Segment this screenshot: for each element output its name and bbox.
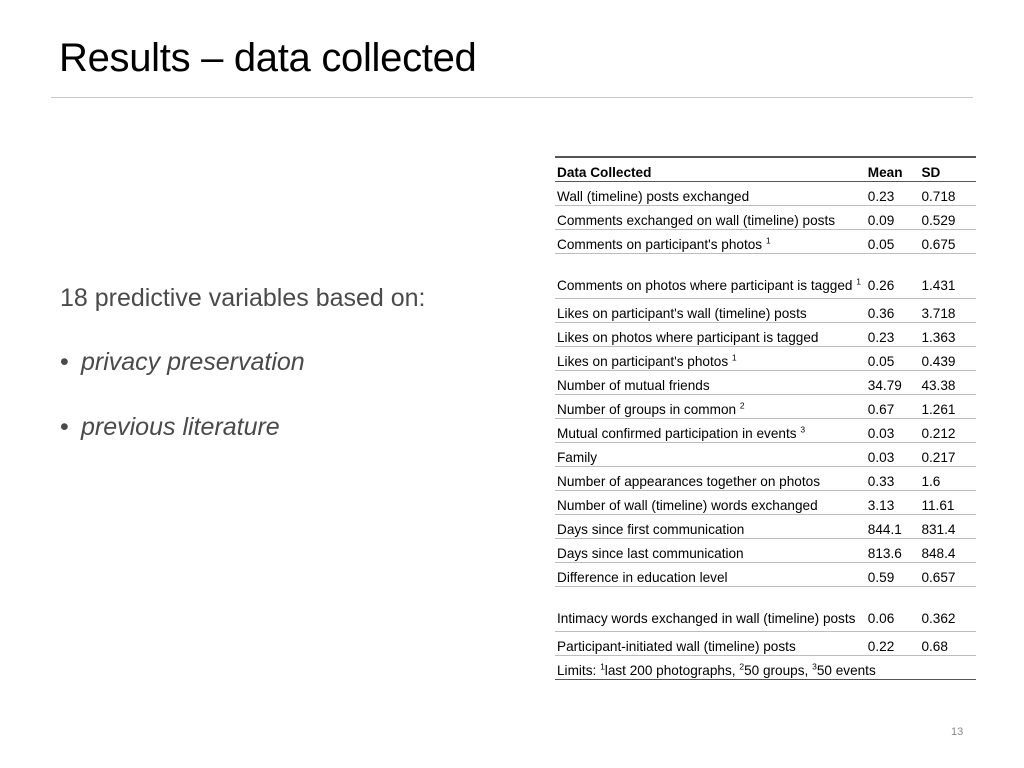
variable-label: Family bbox=[557, 450, 598, 465]
cell-mean: 0.33 bbox=[866, 467, 920, 491]
cell-variable bbox=[555, 347, 866, 371]
cell-variable bbox=[555, 419, 866, 443]
table-row bbox=[555, 347, 976, 371]
cell-variable bbox=[555, 563, 866, 587]
limits-sup-1: 1 bbox=[600, 661, 605, 672]
footnote-marker: 1 bbox=[765, 235, 771, 246]
variable-label: Comments exchanged on wall (timeline) posts bbox=[557, 213, 836, 228]
table-limits-row bbox=[555, 656, 976, 680]
page-number: 13 bbox=[951, 726, 964, 738]
cell-variable bbox=[555, 371, 866, 395]
variable-label: Days since first communication bbox=[557, 522, 745, 537]
table-row bbox=[555, 443, 976, 467]
table-row bbox=[555, 395, 976, 419]
limits-photographs: last 200 photographs, bbox=[604, 663, 740, 678]
limits-events: 50 events bbox=[816, 663, 876, 678]
cell-variable bbox=[555, 443, 866, 467]
variable-label: Mutual confirmed participation in events bbox=[557, 426, 797, 441]
cell-mean: 0.23 bbox=[866, 323, 920, 347]
cell-mean: 0.67 bbox=[866, 395, 920, 419]
cell-variable bbox=[555, 515, 866, 539]
table-row bbox=[555, 323, 976, 347]
table-row bbox=[555, 299, 976, 323]
title-divider bbox=[51, 97, 973, 98]
slide-title: Results – data collected bbox=[59, 36, 477, 80]
table-row bbox=[555, 632, 976, 656]
variable-label: Wall (timeline) posts exchanged bbox=[557, 189, 750, 204]
table-row bbox=[555, 371, 976, 395]
variable-label: Likes on participant's photos bbox=[557, 354, 729, 369]
table-row bbox=[555, 206, 976, 230]
header-mean: Mean bbox=[866, 157, 920, 182]
variable-label: Number of appearances together on photos bbox=[557, 474, 820, 489]
table-header-row bbox=[555, 157, 976, 182]
cell-variable bbox=[555, 587, 866, 632]
table-row bbox=[555, 563, 976, 587]
cell-sd: 3.718 bbox=[919, 299, 976, 323]
cell-sd: 0.217 bbox=[919, 443, 976, 467]
cell-mean: 0.05 bbox=[866, 347, 920, 371]
cell-mean: 0.59 bbox=[866, 563, 920, 587]
cell-variable bbox=[555, 206, 866, 230]
cell-variable bbox=[555, 539, 866, 563]
cell-sd: 1.363 bbox=[919, 323, 976, 347]
variable-label: Comments on participant's photos bbox=[557, 237, 763, 252]
footnote-marker: 1 bbox=[856, 276, 861, 287]
cell-sd: 1.261 bbox=[919, 395, 976, 419]
cell-variable bbox=[555, 395, 866, 419]
variable-label: Intimacy words exchanged in wall (timeline) posts bbox=[557, 611, 856, 626]
cell-sd: 0.68 bbox=[919, 632, 976, 656]
cell-sd: 43.38 bbox=[919, 371, 976, 395]
footnote-marker: 3 bbox=[800, 424, 806, 435]
table-row bbox=[555, 491, 976, 515]
cell-variable bbox=[555, 182, 866, 206]
variable-label: Comments on photos where participant is tagged bbox=[557, 278, 853, 293]
variable-label: Participant-initiated wall (timeline) posts bbox=[557, 639, 796, 654]
footnote-marker: 1 bbox=[731, 352, 737, 363]
table-row bbox=[555, 230, 976, 254]
cell-variable bbox=[555, 632, 866, 656]
cell-mean: 0.09 bbox=[866, 206, 920, 230]
limits-sup-3: 3 bbox=[812, 661, 817, 672]
table-row bbox=[555, 539, 976, 563]
table-row bbox=[555, 587, 976, 632]
cell-mean: 813.6 bbox=[866, 539, 920, 563]
cell-mean: 844.1 bbox=[866, 515, 920, 539]
cell-variable bbox=[555, 254, 866, 299]
variable-label: Difference in education level bbox=[557, 570, 728, 585]
cell-mean: 0.06 bbox=[866, 587, 920, 632]
cell-sd: 831.4 bbox=[919, 515, 976, 539]
footnote-marker: 2 bbox=[739, 400, 745, 411]
cell-mean: 0.23 bbox=[866, 182, 920, 206]
cell-variable bbox=[555, 467, 866, 491]
table-row bbox=[555, 182, 976, 206]
cell-sd: 0.362 bbox=[919, 587, 976, 632]
bullet-marker: • bbox=[60, 413, 69, 441]
cell-mean: 0.05 bbox=[866, 230, 920, 254]
cell-variable bbox=[555, 230, 866, 254]
variable-label: Number of groups in common bbox=[557, 402, 737, 417]
cell-sd: 0.529 bbox=[919, 206, 976, 230]
variable-label: Number of wall (timeline) words exchanged bbox=[557, 498, 818, 513]
cell-sd: 0.718 bbox=[919, 182, 976, 206]
cell-mean: 0.03 bbox=[866, 419, 920, 443]
cell-sd: 11.61 bbox=[919, 491, 976, 515]
cell-variable bbox=[555, 491, 866, 515]
table-body bbox=[555, 182, 976, 656]
cell-mean: 3.13 bbox=[866, 491, 920, 515]
limits-note bbox=[555, 656, 976, 680]
cell-sd: 1.431 bbox=[919, 254, 976, 299]
cell-mean: 0.36 bbox=[866, 299, 920, 323]
header-data-collected: Data Collected bbox=[555, 157, 866, 182]
variable-label: Number of mutual friends bbox=[557, 378, 710, 393]
cell-variable bbox=[555, 323, 866, 347]
bullet-marker: • bbox=[60, 348, 69, 376]
cell-mean: 34.79 bbox=[866, 371, 920, 395]
table-row bbox=[555, 254, 976, 299]
cell-sd: 0.212 bbox=[919, 419, 976, 443]
cell-mean: 0.22 bbox=[866, 632, 920, 656]
variable-label: Likes on photos where participant is tagged bbox=[557, 330, 819, 345]
bullet-text: privacy preservation bbox=[81, 348, 305, 376]
limits-groups: 50 groups, bbox=[744, 663, 813, 678]
cell-variable bbox=[555, 299, 866, 323]
cell-sd: 0.439 bbox=[919, 347, 976, 371]
cell-mean: 0.03 bbox=[866, 443, 920, 467]
limits-sup-2: 2 bbox=[739, 661, 745, 672]
table-row bbox=[555, 467, 976, 491]
cell-sd: 0.675 bbox=[919, 230, 976, 254]
intro-text: 18 predictive variables based on: bbox=[60, 284, 426, 312]
cell-sd: 0.657 bbox=[919, 563, 976, 587]
table-row bbox=[555, 515, 976, 539]
cell-sd: 848.4 bbox=[919, 539, 976, 563]
variable-label: Days since last communication bbox=[557, 546, 744, 561]
bullet-text: previous literature bbox=[81, 413, 280, 441]
table-row bbox=[555, 419, 976, 443]
cell-mean: 0.26 bbox=[866, 254, 920, 299]
header-sd: SD bbox=[919, 157, 976, 182]
variable-label: Likes on participant's wall (timeline) posts bbox=[557, 306, 807, 321]
limits-prefix: Limits: bbox=[557, 663, 601, 678]
data-collected-table bbox=[555, 156, 976, 680]
cell-sd: 1.6 bbox=[919, 467, 976, 491]
